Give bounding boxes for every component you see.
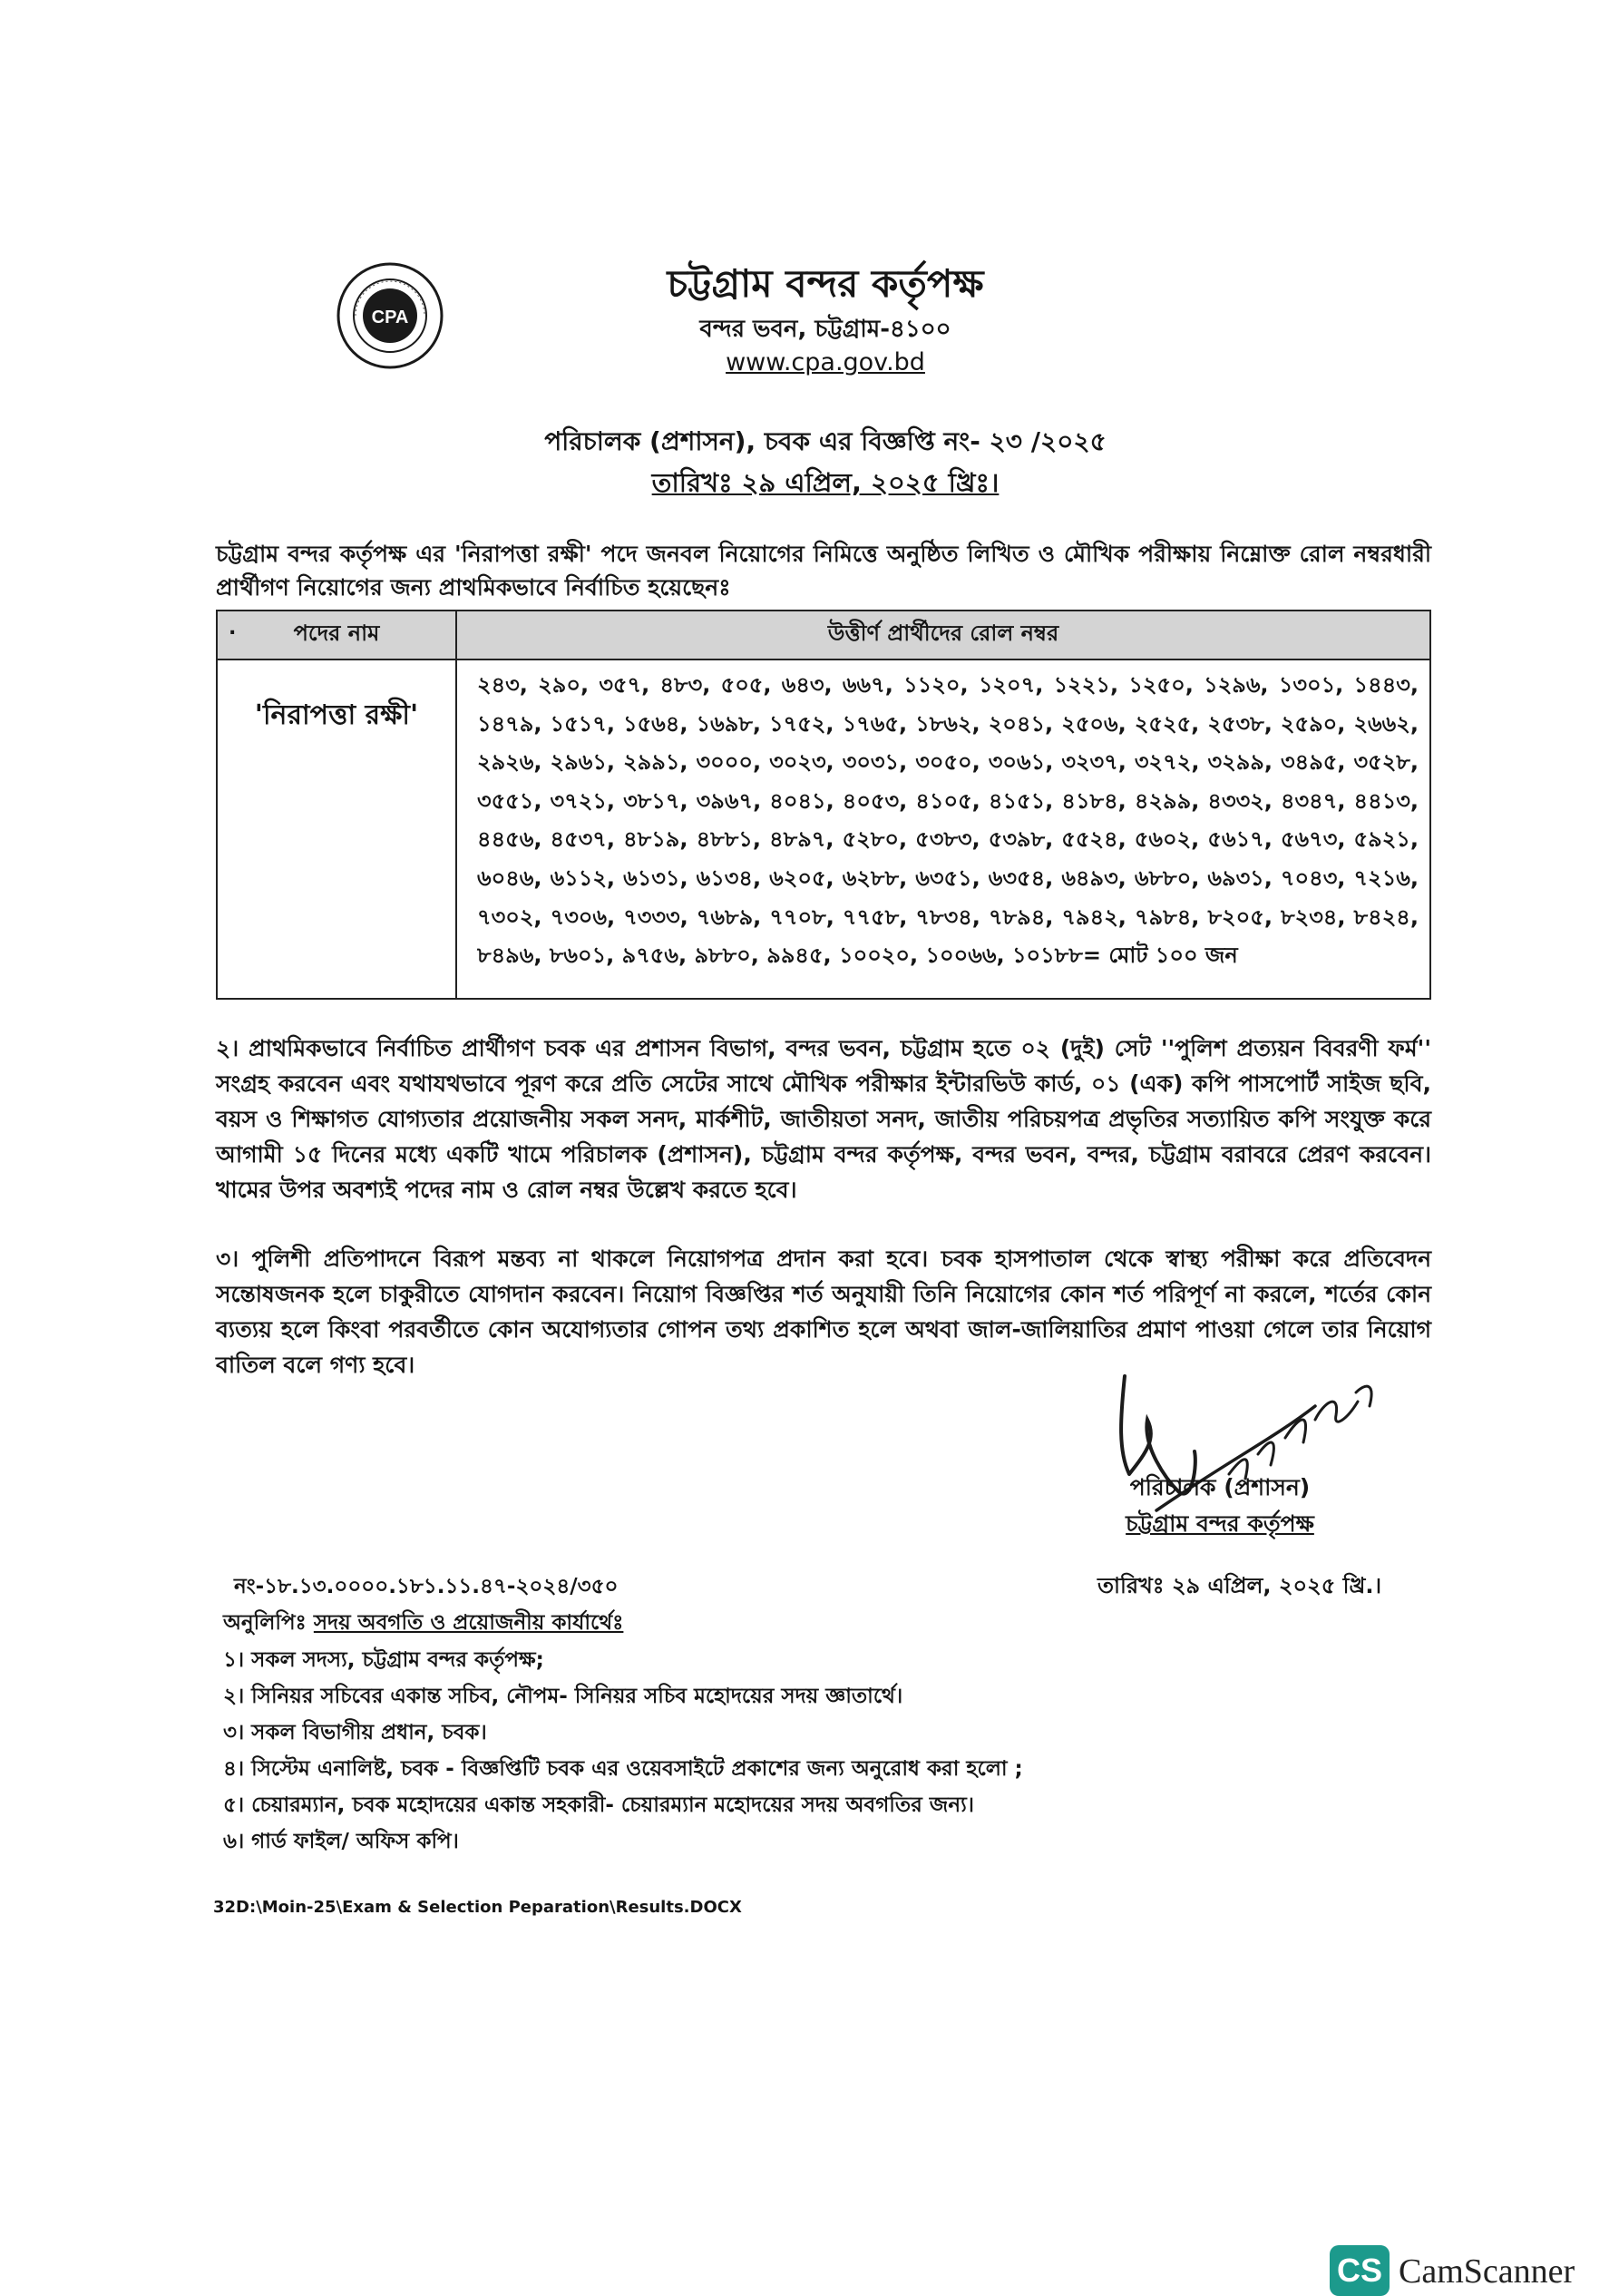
paragraph-2: ২। প্রাথমিকভাবে নির্বাচিত প্রার্থীগণ চবক এর প্রশাসন বিভাগ, বন্দর ভবন, চট্টগ্রাম হতে ০২ (দুই) সেট ''পুলিশ প্রত্যয়ন বিবরণী ফর্ম'' সংগ্রহ করবেন এবং যথাযথভাবে পূরণ করে প্রতি সেটের সাথে মৌখিক পরীক্ষার ইন্টারভিউ কার্ড, ০১ (এক) কপি পাসপোর্ট সাইজ ছবি, বয়স ও শিক্ষাগত যোগ্যতার প্রয়োজনীয় সকল সনদ, মার্কশীট, জাতীয়তা সনদ, জাতীয় পরিচয়পত্র প্রভৃতির সত্যায়িত কপি সংযুক্ত করে আগামী ১৫ দিনের মধ্যে একটি খামে পরিচালক (প্রশাসন), চট্টগ্রাম বন্দর কর্তৃপক্ষ, বন্দর ভবন, বন্দর, চট্টগ্রাম বরাবরে প্রেরণ করবেন। খামের উপর অবশ্যই পদের নাম ও রোল নম্বর উল্লেখ করতে হবে।: [216, 1035, 1431, 1203]
notice-date: [399, 463, 1252, 507]
paragraph-3: ৩। পুলিশী প্রতিপাদনে বিরূপ মন্তব্য না থাকলে নিয়োগপত্র প্রদান করা হবে। চবক হাসপাতাল থেকে স্বাস্থ্য পরীক্ষা করে প্রতিবেদন সন্তোষজনক হলে চাকুরীতে যোগদান করবেন। নিয়োগ বিজ্ঞপ্তির শর্ত অনুযায়ী তিনি নিয়োগের কোন শর্ত পরিপূর্ণ না করলে, শর্তের কোন ব্যত্যয় হলে কিংবা পরবর্তীতে কোন অযোগ্যতার গোপন তথ্য প্রকাশিত হলে অথবা জাল-জালিয়াতির প্রমাণ পাওয়া গেলে তার নিয়োগ বাতিল বলে গণ্য হবে।: [216, 1246, 1431, 1378]
list-item: ৩। সকল বিভাগীয় প্রধান, চবক।: [223, 1721, 487, 1744]
list-item: ৪। সিস্টেম এনালিষ্ট, চবক - বিজ্ঞপ্তিটি চবক এর ওয়েবসাইটে প্রকাশের জন্য অনুরোধ করা হলো ;: [223, 1757, 1023, 1781]
post-column-header: [217, 611, 456, 659]
camscanner-watermark: CamScanner: [1399, 2252, 1575, 2291]
organization-address: বন্দর ভবন, চট্টগ্রাম-৪১০০: [699, 316, 951, 343]
rolls-column-header: উত্তীর্ণ প্রার্থীদের রোল নম্বর: [456, 611, 1430, 659]
results-table: [216, 610, 1431, 1000]
svg-text:CPA: CPA: [371, 308, 409, 327]
intro-paragraph: চট্টগ্রাম বন্দর কর্তৃপক্ষ এর 'নিরাপত্তা রক্ষী' পদে জনবল নিয়োগের নিমিত্তে অনুষ্ঠিত লিখিত ও মৌখিক পরীক্ষায় নিম্নোক্ত রোল নম্বরধারী প্রার্থীগণ নিয়োগের জন্য প্রাথমিকভাবে নির্বাচিত হয়েছেনঃ: [216, 541, 1431, 601]
post-name-cell: 'নিরাপত্তা রক্ষী': [217, 659, 456, 999]
organization-website[interactable]: [544, 348, 1107, 376]
results-table-row: [217, 659, 1430, 999]
memo-date: তারিখঃ ২৯ এপ্রিল, ২০২৫ খ্রি.।: [1097, 1573, 1382, 1598]
notice-number: পরিচালক (প্রশাসন), চবক এর বিজ্ঞপ্তি নং- ২৩ /২০২৫: [544, 426, 1107, 456]
notice-date-text: তারিখঃ ২৯ এপ্রিল, ২০২৫ খ্রিঃ।: [651, 467, 1000, 498]
signatory-title: পরিচালক (প্রশাসন): [1129, 1474, 1311, 1500]
list-item: ৫। চেয়ারম্যান, চবক মহোদয়ের একান্ত সহকারী- চেয়ারম্যান মহোদয়ের সদয় অবগতির জন্য।: [223, 1793, 974, 1817]
copy-list: [223, 1642, 1420, 1860]
results-table-header-row: [217, 611, 1430, 659]
copy-label: অনুলিপিঃ: [223, 1611, 307, 1635]
roll-numbers-cell: ২৪৩, ২৯০, ৩৫৭, ৪৮৩, ৫০৫, ৬৪৩, ৬৬৭, ১১২০, ১২০৭, ১২২১, ১২৫০, ১২৯৬, ১৩০১, ১৪৪৩, ১৪৭৯, ১৫১৭, ১৫৬৪, ১৬৯৮, ১৭৫২, ১৭৬৫, ১৮৬২, ২০৪১, ২৫০৬, ২৫২৫, ২৫৩৮, ২৫৯০, ২৬৬২, ২৯২৬, ২৯৬১, ২৯৯১, ৩০০০, ৩০২৩, ৩০৩১, ৩০৫০, ৩০৬১, ৩২৩৭, ৩২৭২, ৩২৯৯, ৩৪৯৫, ৩৫২৮, ৩৫৫১, ৩৭২১, ৩৮১৭, ৩৯৬৭, ৪০৪১, ৪০৫৩, ৪১০৫, ৪১৫১, ৪১৮৪, ৪২৯৯, ৪৩৩২, ৪৩৪৭, ৪৪১৩, ৪৪৫৬, ৪৫৩৭, ৪৮১৯, ৪৮৮১, ৪৮৯৭, ৫২৮০, ৫৩৮৩, ৫৩৯৮, ৫৫২৪, ৫৬০২, ৫৬১৭, ৫৬৭৩, ৫৯২১, ৬০৪৬, ৬১১২, ৬১৩১, ৬১৩৪, ৬২০৫, ৬২৮৮, ৬৩৫১, ৬৩৫৪, ৬৪৯৩, ৬৮৮০, ৬৯৩১, ৭০৪৩, ৭২১৬, ৭৩০২, ৭৩০৬, ৭৩৩৩, ৭৬৮৯, ৭৭০৮, ৭৭৫৮, ৭৮৩৪, ৭৮৯৪, ৭৯৪২, ৭৯৮৪, ৮২০৫, ৮২৩৪, ৮৪২৪, ৮৪৯৬, ৮৬০১, ৯৭৫৬, ৯৮৮০, ৯৯৪৫, ১০০২০, ১০০৬৬, ১০১৮৮= মোট ১০০ জন: [456, 659, 1430, 999]
copy-heading-text: সদয় অবগতি ও প্রয়োজনীয় কার্যার্থেঃ: [313, 1611, 624, 1635]
organization-name: চট্টগ্রাম বন্দর কর্তৃপক্ষ: [667, 261, 984, 306]
camscanner-icon: CS: [1330, 2245, 1390, 2296]
file-path: 32D:\Moin-25\Exam & Selection Peparation\Results.DOCX: [213, 1898, 742, 1917]
website-link[interactable]: www.cpa.gov.bd: [726, 348, 925, 376]
list-item: ২। সিনিয়র সচিবের একান্ত সচিব, নৌপম- সিনিয়র সচিব মহোদয়ের সদয় জ্ঞাতার্থে।: [223, 1685, 903, 1708]
cpa-logo: [336, 261, 444, 370]
list-item: ১। সকল সদস্য, চট্টগ্রাম বন্দর কর্তৃপক্ষ;: [223, 1648, 544, 1672]
copy-heading: [223, 1606, 623, 1641]
post-column-label: পদের নাম: [293, 620, 380, 646]
list-item: ৬। গার্ড ফাইল/ অফিস কপি।: [223, 1830, 459, 1853]
signatory-organization: চট্টগ্রাম বন্দর কর্তৃপক্ষ: [1126, 1510, 1314, 1537]
row-marker: .: [229, 617, 237, 640]
memo-number: নং-১৮.১৩.০০০০.১৮১.১১.৪৭-২০২৪/৩৫০: [234, 1575, 619, 1598]
